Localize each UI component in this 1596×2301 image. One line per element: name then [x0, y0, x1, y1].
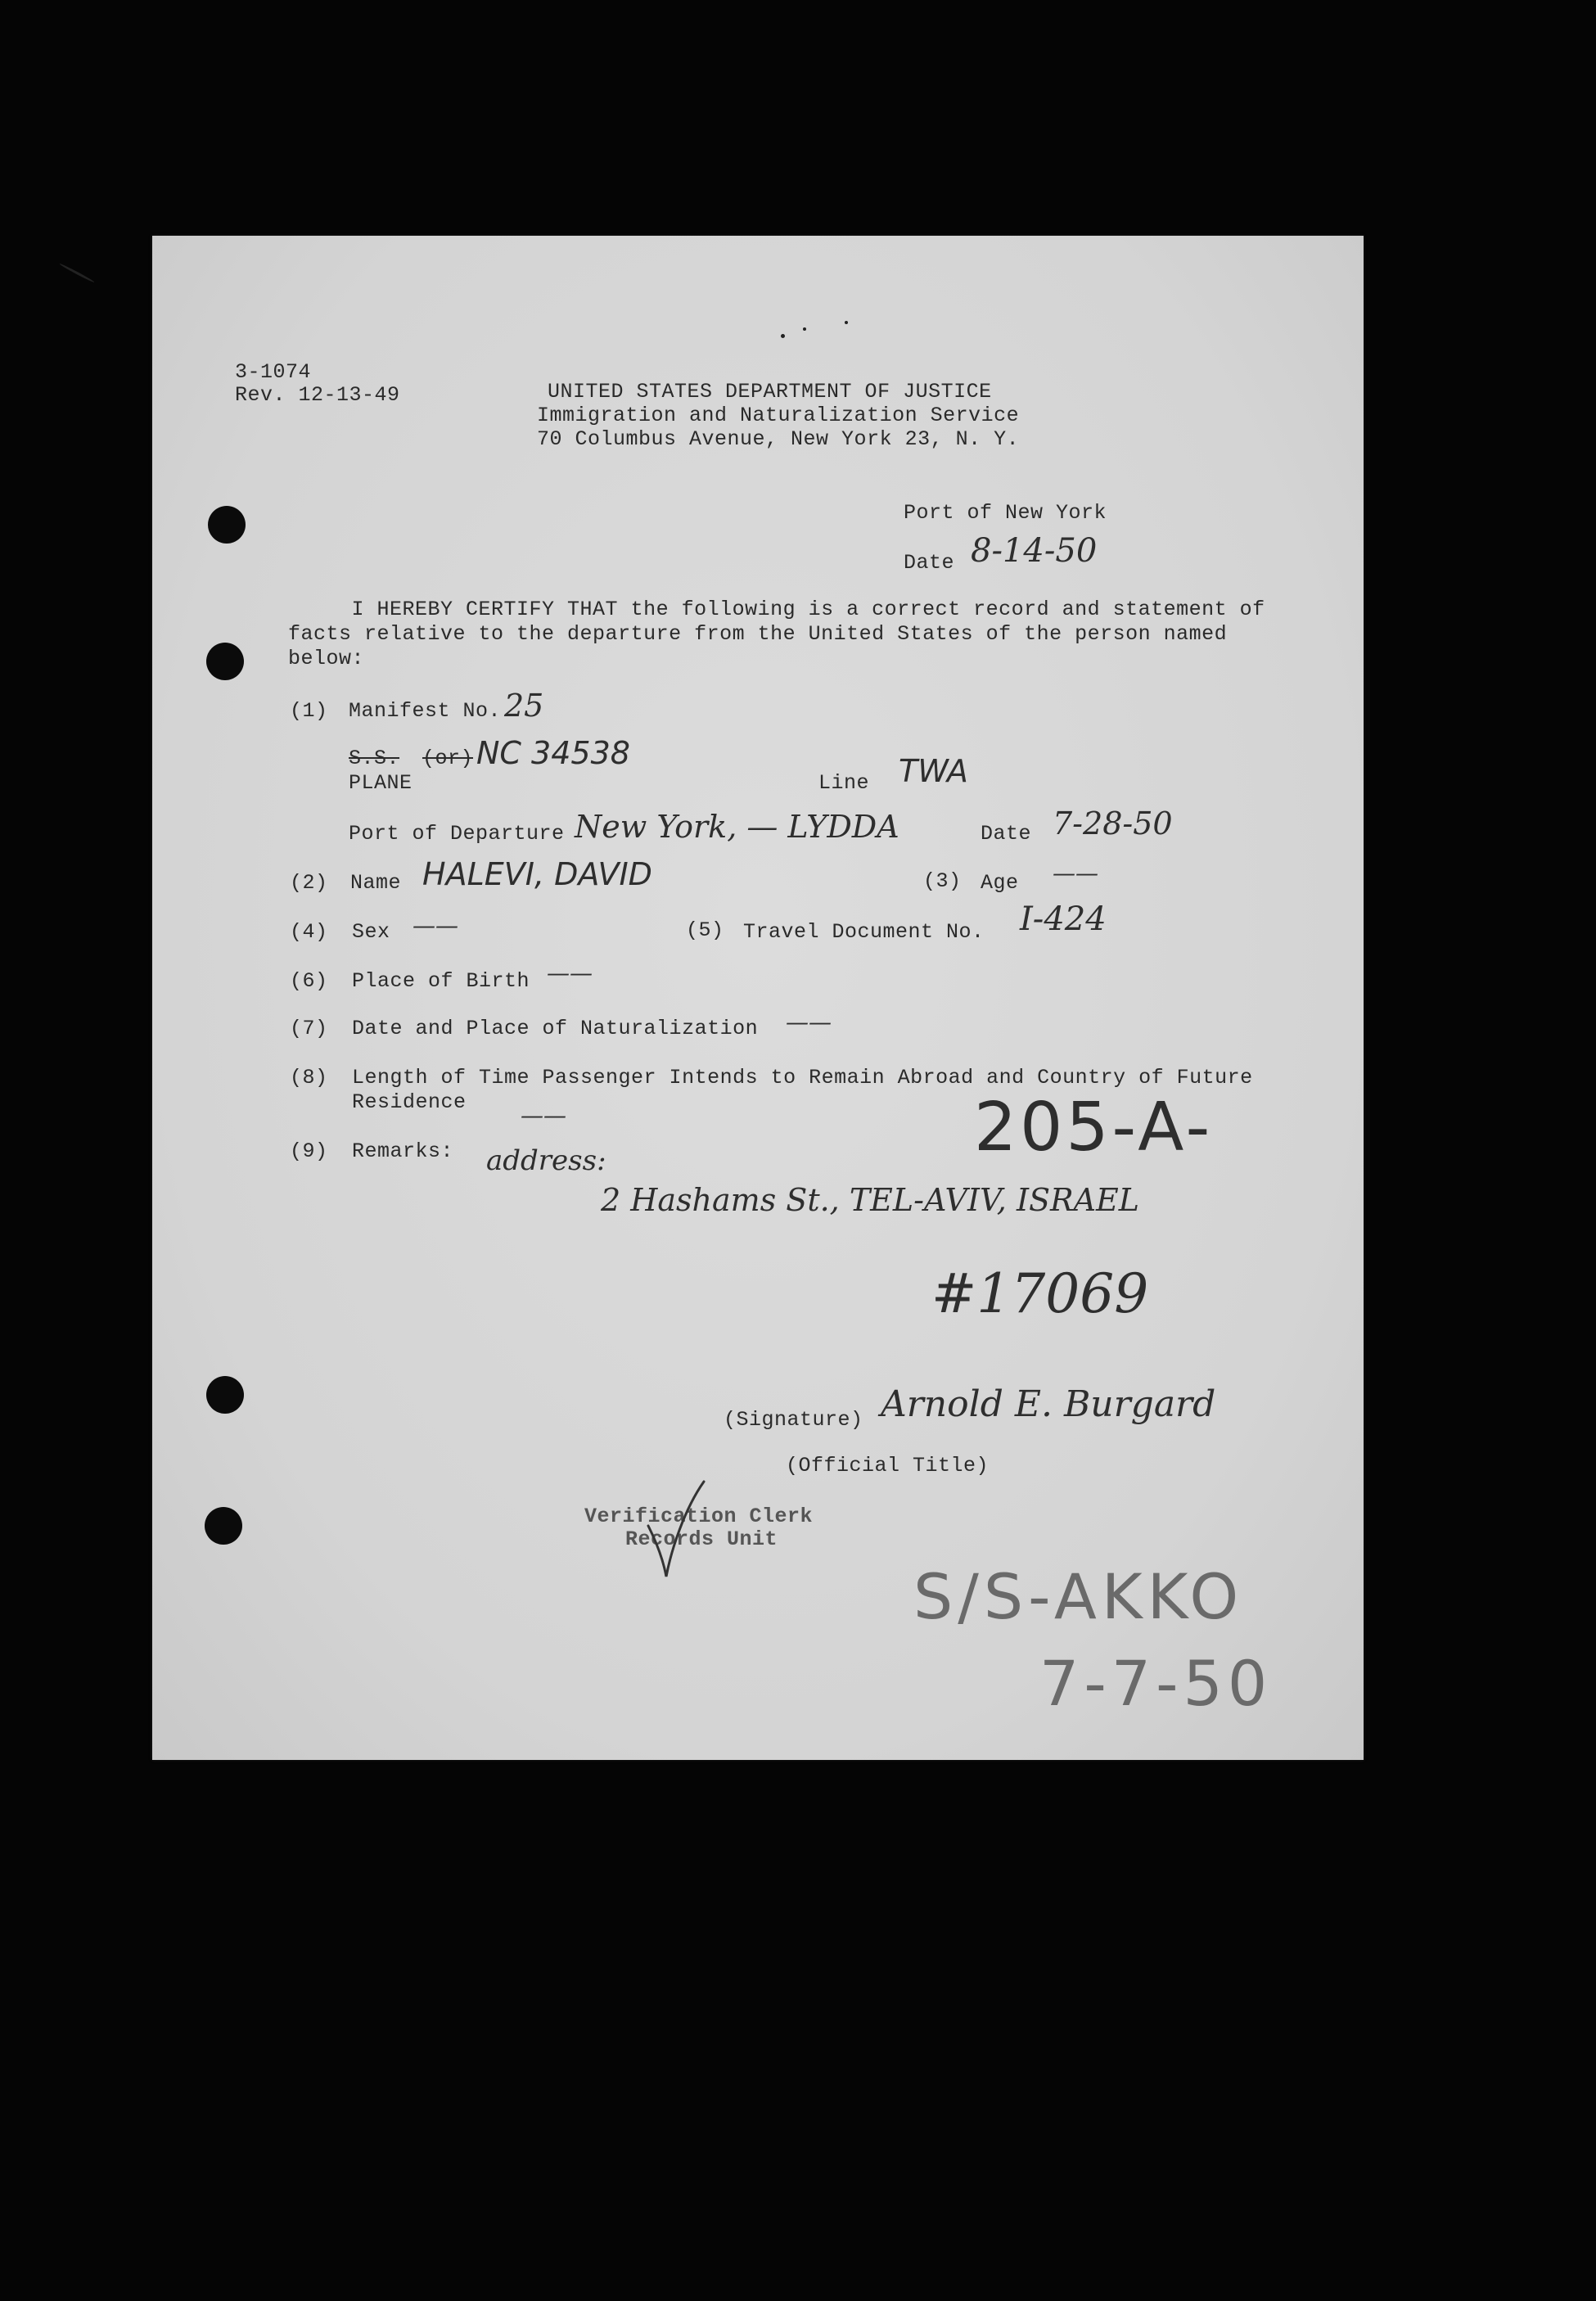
or-label-struck: (or) [422, 747, 474, 770]
plane-value: NC 34538 [476, 735, 630, 771]
pen-check-mark [638, 1477, 712, 1583]
sex-value: —— [413, 912, 458, 939]
ss-label-struck: S.S. [349, 747, 400, 770]
length-abroad-label: Residence [352, 1090, 467, 1114]
age-label: Age [981, 871, 1019, 895]
departure-date-value: 7-28-50 [1053, 805, 1173, 841]
form-revision: Rev. 12-13-49 [235, 383, 400, 407]
ship-annotation: S/S-AKKO [913, 1560, 1244, 1633]
file-number-annotation: 205-A- [974, 1089, 1214, 1166]
field-number: (5) [686, 918, 724, 942]
field-number: (4) [290, 920, 328, 944]
departure-date-label: Date [981, 822, 1032, 846]
certification-text: below: [288, 647, 365, 670]
certification-text: I HEREBY CERTIFY THAT the following is a correct record and statement of [288, 598, 1265, 621]
age-value: —— [1053, 859, 1098, 887]
serial-number-annotation: #17069 [931, 1262, 1149, 1325]
service-address: 70 Columbus Avenue, New York 23, N. Y. [537, 427, 1020, 451]
certification-text: facts relative to the departure from the United States of the person named [288, 622, 1228, 646]
travel-doc-label: Travel Document No. [743, 920, 985, 944]
form-page [152, 236, 1364, 1760]
name-value: HALEVI, DAVID [422, 856, 652, 892]
scan-artifact [59, 263, 95, 283]
port-departure-value: New York, — LYDDA [575, 809, 899, 845]
title-stamp: Verification Clerk [584, 1505, 814, 1528]
agency-heading: UNITED STATES DEPARTMENT OF JUSTICE [548, 380, 992, 404]
field-number: (9) [290, 1139, 328, 1163]
service-heading: Immigration and Naturalization Service [537, 404, 1020, 427]
remarks-address-label: address: [486, 1144, 606, 1177]
line-label: Line [818, 771, 870, 795]
name-label: Name [350, 871, 402, 895]
date-label: Date [904, 551, 955, 575]
paper-speck [781, 334, 785, 338]
ship-date-annotation: 7-7-50 [1039, 1647, 1273, 1720]
sex-label: Sex [352, 920, 390, 944]
field-number: (1) [290, 699, 328, 723]
form-number: 3-1074 [235, 360, 312, 384]
punch-hole [208, 506, 246, 544]
remarks-address-value: 2 Hashams St., TEL-AVIV, ISRAEL [601, 1182, 1140, 1218]
field-number: (2) [290, 871, 328, 895]
field-number: (8) [290, 1066, 328, 1090]
field-number: (3) [923, 869, 962, 893]
date-value: 8-14-50 [971, 532, 1098, 570]
naturalization-label: Date and Place of Naturalization [352, 1017, 759, 1040]
signature-label: (Signature) [724, 1408, 863, 1432]
birth-place-label: Place of Birth [352, 969, 530, 993]
port-departure-label: Port of Departure [349, 822, 565, 846]
travel-doc-value: I-424 [1020, 900, 1107, 938]
title-stamp: Records Unit [625, 1527, 778, 1551]
plane-label: PLANE [349, 771, 413, 795]
length-abroad-label: Length of Time Passenger Intends to Remain Abroad and Country of Future [352, 1066, 1253, 1090]
paper-speck [803, 327, 806, 331]
naturalization-value: —— [786, 1008, 832, 1035]
field-number: (7) [290, 1017, 328, 1040]
remarks-label: Remarks: [352, 1139, 454, 1163]
birth-place-value: —— [547, 959, 593, 986]
punch-hole [206, 1376, 244, 1414]
line-value: TWA [899, 753, 968, 789]
manifest-label: Manifest No. [349, 699, 502, 723]
punch-hole [206, 643, 244, 680]
manifest-value: 25 [504, 688, 544, 724]
port-label: Port of New York [904, 501, 1107, 525]
punch-hole [205, 1507, 242, 1545]
field-number: (6) [290, 969, 328, 993]
length-abroad-value: —— [521, 1102, 566, 1129]
official-title-label: (Official Title) [786, 1454, 990, 1478]
signature-value: Arnold E. Burgard [881, 1383, 1216, 1425]
paper-speck [845, 321, 848, 324]
